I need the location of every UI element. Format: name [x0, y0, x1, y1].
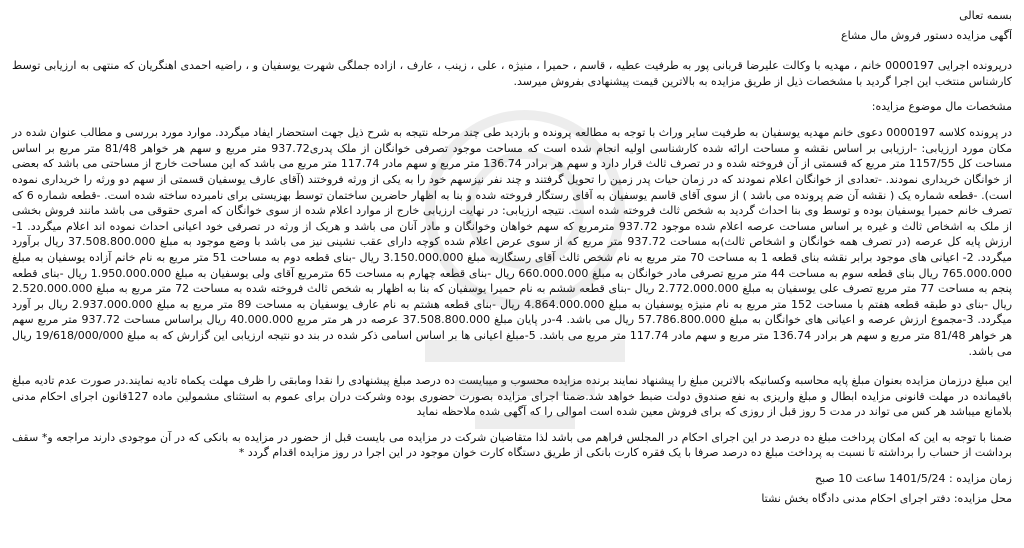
auction-time: زمان مزایده : 1401/5/24 ساعت 10 صبح — [814, 472, 1012, 486]
auction-location: محل مزایده: دفتر اجرای احکام مدنی دادگاه بخش نشتا — [761, 492, 1012, 506]
document-heading: بسمه تعالی — [959, 9, 1012, 22]
case-intro-paragraph: درپرونده اجرایی 0000197 خانم ، مهدیه با وکالت علیرضا قربانی پور به طرفیت عطیه ، قاسم ، حمیرا ، منیژه ، علی ، زینب ، عارف ، ازاده جملگی شهرت یوسفیان و ، راضیه احمدی اهنگریان که منتهی به ارزیابی توسط کارشناس منتخب این اجرا گردید با مشخصات ذیل از طریق مزایده به بالاترین قیمت پیشنهادی بفروش میرسد. — [12, 59, 1012, 88]
property-description-paragraph: در پرونده کلاسه 0000197 دعوی خانم مهدیه یوسفیان به طرفیت سایر وراث با توجه به مطالعه پرونده و بازدید طی چند مرحله نتیجه به شرح ذیل جهت استحضار ایفاد میگردد. موارد مورد بررسی و مطالب عنوان شده در مکان مورد ارزیابی: -ارزیابی بر اساس نقشه و مساحت ارائه شده کارشناسی اولیه انجام شده است که مساحت موجود تصرفی خوانگان از ملک پدری937.72 متر مربع و سهم هر خواهر 81/48 متر مربع بر اساس مساحت کل 1157/55 متر مربع که قسمتی از آن فروخته شده و در تصرف ثالث قرار دارد و سهم هر برادر 136.74 متر مربع و سهم مادر 117.74 متر مربع می باشد که این مساحت خارج از مساحتی می باشد که بعضی از خوانگان خریداری نمودند. -تعدادی از خوانگان اعلام نمودند که در زمان حیات پدر زمین را تحویل گرفتند و چند نفر نیزسهم خود را به یکی از ورثه فروختند (آقای عارف یوسفیان قسمتی از سهم دو ورثه را خریداری نموده است). -قطعه شماره یک ( نقشه آن ضم پرونده می باشد ) از سوی آقای قاسم یوسفیان به آقای رستگار فروخته شده و بنا به اظهار حاضرین ساختمان توسط بهزیستی برای نامبرده ساخته شده است. -قطعه شماره 6 که تصرف خانم حمیرا یوسفیان بوده و توسط وی بنا احداث گردید به شخص ثالث فروخته شده است. نتیجه ارزیابی: در نهایت ارزیابی خارج از موارد اعلام شده از سوی خوانگان که امری حقوقی می باشد مانند فروش بخشی از ملک به اشخاص ثالث و غیره بر اساس مساحت عرصه اعلام شده موجود 937.72 مترمربع که سهم خواهان وخوانگان و مادر آنان می باشد و هریک از ورثه در تصرفی خود اعیانی احداث نموده اند اعلام میگردد. 1- ارزش پایه کل عرصه (در تصرف همه خوانگان و اشخاص ثالث)به مساحت 937.72 متر مربع که از سوی عرض اعلام شده کوچه دارای عقب نشینی نیز می باشد با وضع موجود به مبلغ 37.508.800.000 ریال برآورد میگردد. 2- اعیانی های موجود برابر نقشه بنای قطعه 1 به مساحت 70 متر مربع به نام شخص ثالث آقای رستگاربه مبلغ 3.150.000.000 ریال -بنای قطعه دوم به مساحت 51 متر مربع به نام خانم آزاده یوسفیان به مبلغ 765.000.000 ریال بنای قطعه سوم به مساحت 44 متر مربع تصرفی مادر خوانگان به مبلغ 660.000.000 ریال -بنای قطعه چهارم به مساحت 65 مترمربع آقای ولی یوسفیان به مبلغ 1.950.000.000 ریال -بنای قطعه پنجم به مساحت 77 متر مربع تصرف علی یوسفیان به مبلغ 2.772.000.000 ریال -بنای قطعه ششم به نام حمیرا یوسفیان که بنا به اظهار به شخص ثالث فروخته شده به مساحت 72 متر مربع به مبلغ 2.520.000.000 ریال -بنای دو طبقه قطعه هفتم با مساحت 152 متر مربع به نام منیژه یوسفیان به مبلغ 4.864.000.000 ریال -بنای قطعه هشتم به نام عارف یوسفیان به مساحت 89 متر مربع به مبلغ 2.937.000.000 ریال بر آورد میگردد. 3-مجموع ارزش عرصه و اعیانی های خوانگان به مبلغ 57.786.800.000 ریال می باشد. 4-در پایان مبلغ 37.508.800.000 عرصه در هر متر مربع 40.000.000 ریال براساس مساحت 937.72 متر مربع سهم هر خواهر 81/48 متر مربع و سهم هر برادر 136.74 متر مربع و سهم مادر 117.74 متر مربع می باشد. 5-مبلغ اعیانی ها بر اساس اسامی ذکر شده در بند دو نتیجه ارزیابی این گزارش که به مبلغ 19/618/000/000 ریال می باشد. — [12, 126, 1013, 358]
payment-notice-paragraph: ضمنا با توجه به این که امکان پرداخت مبلغ ده درصد در این اجرای احکام در المجلس فراهم می باشد لذا متقاضیان شرکت در مزایده می بایست قبل از حضور در مزایده به بانکی که در آن موجودی دارند مراجعه و* سقف برداشت از حساب را برداشته تا نسبت به پرداخت مبلغ ده درصد صرفا با یک فقره کارت بانکی از طریق دستگاه کارت خوان موجود در این اجرا در روز مزایده اقدام گردد * — [12, 430, 1012, 460]
document-subtitle: آگهی مزایده دستور فروش مال مشاع — [841, 29, 1012, 42]
section-title: مشخصات مال موضوع مزایده: — [871, 100, 1012, 114]
auction-terms-paragraph: این مبلغ درزمان مزایده بعنوان مبلغ پایه محاسبه وکسانیکه بالاترین مبلغ را پیشنهاد نمایند برنده مزایده محسوب و میبایست ده درصد مبلغ پیشنهادی را نقدا ومابقی را ظرف مهلت یکماه تادیه نمایند.در صورت عدم تادیه مبلغ باقیمانده در مهلت قانونی مزایده ابطال و مبلغ واریزی به نفع صندوق دولت ضبط خواهد شد.ضمنا اجرای مزایده بصورت حضوری بوده وشرکت دران برای عموم به استثنای مشمولین ماده 127قانون اجرای احکام مدنی بلامانع میباشد هر کس می تواند در مدت 5 روز قبل از روزی که برای فروش معین شده است اموالی را که آگهی شده ملاحظه نماید — [12, 374, 1012, 419]
